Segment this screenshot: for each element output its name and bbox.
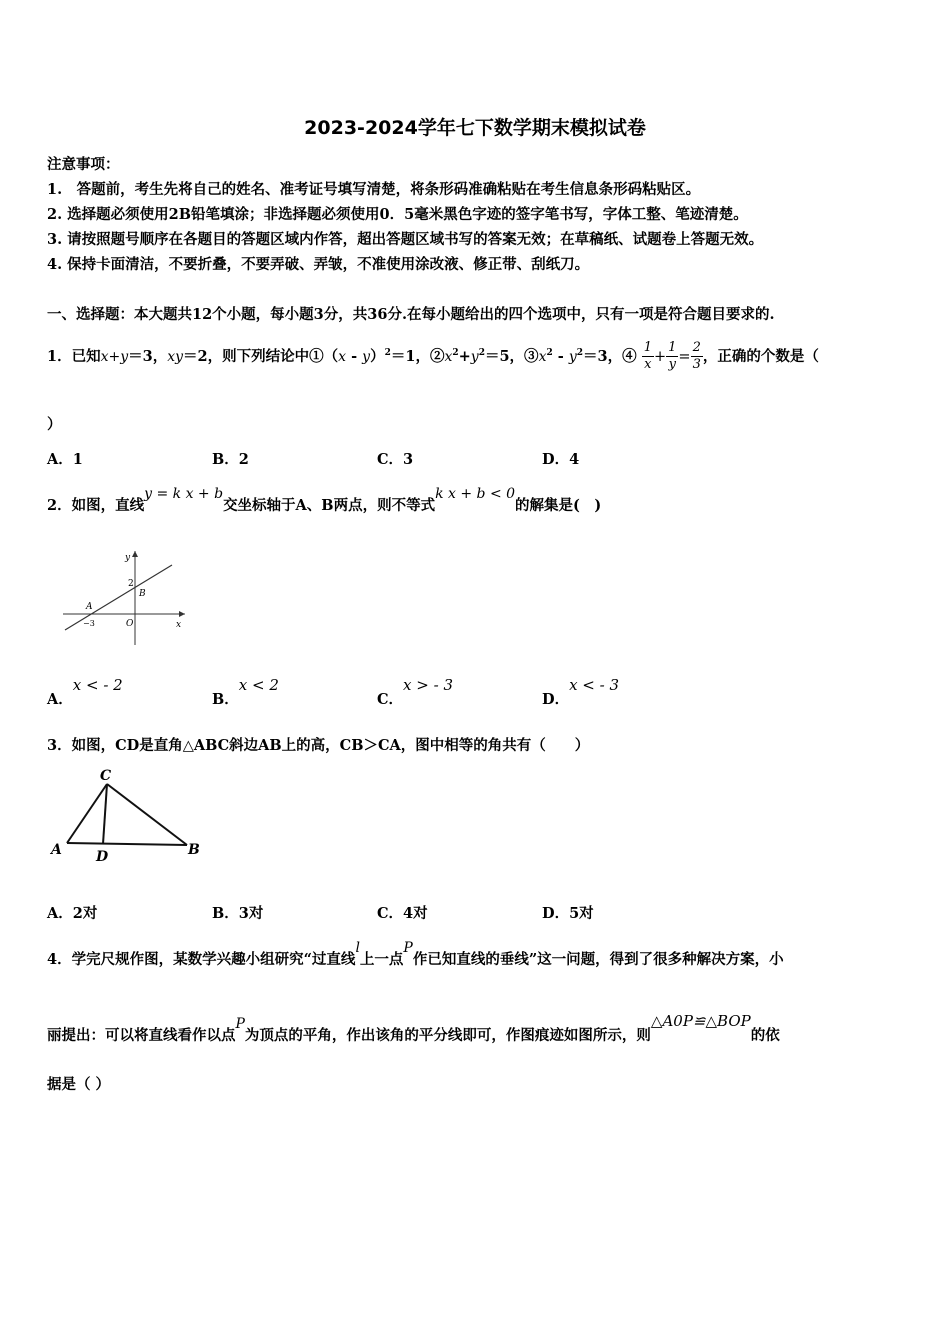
- q2-option-b[interactable]: B．x < 2: [212, 676, 279, 708]
- point-a-label: A: [86, 602, 93, 612]
- q1-option-d[interactable]: D．4: [542, 451, 580, 468]
- side-ac: [67, 784, 107, 843]
- x-intercept-label: −3: [83, 619, 95, 628]
- q2-option-c[interactable]: C．x > - 3: [377, 676, 453, 708]
- q2-option-d[interactable]: D．x < - 3: [542, 676, 620, 708]
- q3-option-a[interactable]: A．2对: [47, 905, 98, 922]
- question-2: 2．如图，直线y = k x + b交坐标轴于A、B两点，则不等式k x + b < 0的解集是( ): [47, 486, 602, 514]
- x-axis-label: x: [176, 620, 182, 630]
- notice-item-4: 4. 保持卡面清洁，不要折叠，不要弄破、弄皱，不准使用涂改液、修正带、刮纸刀。: [47, 256, 590, 273]
- side-ab: [67, 843, 187, 845]
- q3-triangle-figure: [45, 762, 205, 867]
- fraction-1-over-x: $\frac{1}{x}$: [643, 340, 652, 373]
- y-intercept-label: 2: [128, 579, 134, 589]
- question-4-line-2: 丽提出：可以将直线看作以点P为顶点的平角，作出该角的平分线即可，作图痕迹如图所示，则△A0P≌△BOP的依: [47, 1012, 780, 1044]
- q2-option-a[interactable]: A．x < - 2: [47, 676, 123, 708]
- vertex-a-label: A: [51, 842, 62, 858]
- question-3: 3．如图，CD是直角△ABC斜边AB上的高，CB＞CA，图中相等的角共有（ ）: [47, 737, 590, 754]
- y-axis-label: y: [125, 553, 131, 563]
- notice-item-1: 1. 答题前，考生先将自己的姓名、准考证号填写清楚，将条形码准确粘贴在考生信息条形码粘贴区。: [47, 181, 701, 198]
- graph-line: [65, 565, 172, 630]
- origin-label: O: [126, 619, 134, 629]
- notice-heading: 注意事项：: [47, 156, 120, 173]
- notice-item-2: 2. 选择题必须使用2B铅笔填涂；非选择题必须使用0．5毫米黑色字迹的签字笔书写，字体工整、笔迹清楚。: [47, 206, 748, 223]
- q2-line-graph: [55, 545, 195, 650]
- altitude-cd: [103, 784, 107, 844]
- section-heading: 一、选择题：本大题共12个小题，每小题3分，共36分.在每小题给出的四个选项中，只有一项是符合题目要求的.: [47, 306, 775, 323]
- q3-option-c[interactable]: C．4对: [377, 905, 428, 922]
- point-d-label: D: [96, 849, 109, 865]
- point-b-label: B: [139, 589, 146, 599]
- q3-option-b[interactable]: B．3对: [212, 905, 264, 922]
- question-1-close: ）: [47, 416, 62, 433]
- q1-option-c[interactable]: C．3: [377, 451, 414, 468]
- fraction-1-over-y: $\frac{1}{y}$: [668, 340, 677, 373]
- side-cb: [107, 784, 187, 845]
- q1-option-b[interactable]: B．2: [212, 451, 249, 468]
- fraction-2-over-3: $\frac{2}{3}$: [692, 340, 701, 373]
- question-4-line-3: 据是（ ）: [47, 1076, 111, 1093]
- question-1: 1．已知x+y＝3，xy＝2，则下列结论中①（x - y）$^2$＝1，$②x^2+y^2=5$，$③x^2 - y^2=3$，④ $\frac{1}{x}$ + $\frac{1}{y}$ = $\frac{2}{3}$ ，正确的个数是（: [47, 340, 819, 373]
- q3-option-d[interactable]: D．5对: [542, 905, 594, 922]
- page-title: 2023-2024学年七下数学期末模拟试卷: [304, 117, 646, 139]
- notice-item-3: 3. 请按照题号顺序在各题目的答题区域内作答，超出答题区域书写的答案无效；在草稿纸、试题卷上答题无效。: [47, 231, 764, 248]
- vertex-c-label: C: [100, 768, 112, 784]
- x-axis-arrow: [179, 611, 185, 617]
- q1-option-a[interactable]: A．1: [47, 451, 83, 468]
- y-axis-arrow: [132, 551, 138, 557]
- vertex-b-label: B: [188, 842, 200, 858]
- question-4-line-1: 4．学完尺规作图，某数学兴趣小组研究“过直线l上一点P作已知直线的垂线”这一问题，得到了很多种解决方案，小: [47, 940, 784, 968]
